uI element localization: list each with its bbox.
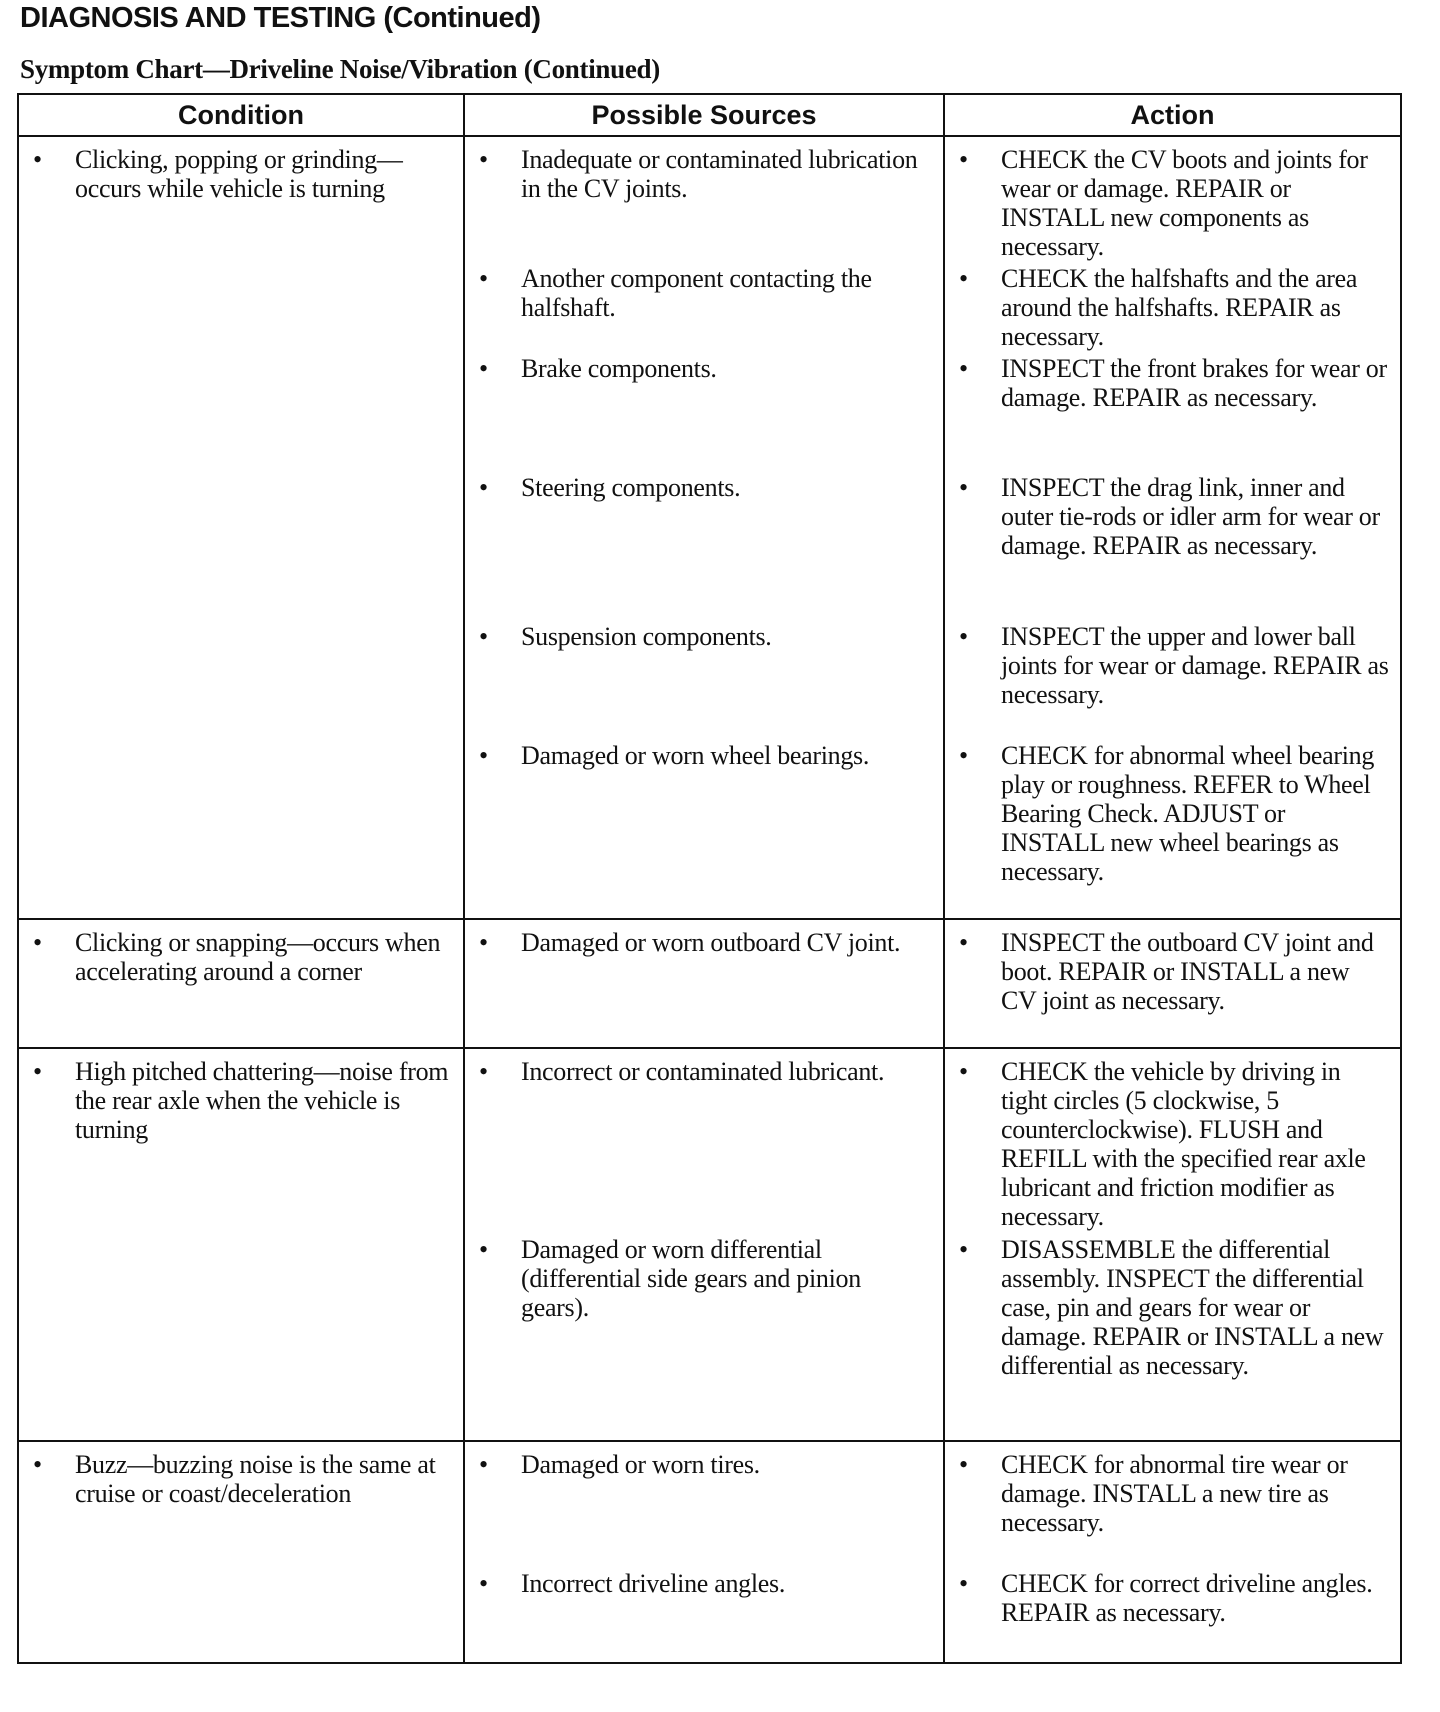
sources-cell — [464, 919, 944, 1048]
source-item — [465, 741, 943, 770]
table-row — [18, 919, 1401, 1048]
action-text: CHECK the vehicle by driving in tight circles (5 clockwise, 5 counterclockwise). FLUSH and REFILL with the specified rear axle lubricant and friction modifier as necessary. — [1001, 1057, 1366, 1231]
bullet-icon: • — [959, 264, 968, 293]
action-item — [945, 145, 1400, 261]
bullet-icon: • — [959, 145, 968, 174]
action-item — [945, 473, 1400, 560]
bullet-icon: • — [959, 1450, 968, 1479]
table-row — [18, 136, 1401, 919]
condition-item — [19, 928, 463, 986]
source-text: Damaged or worn wheel bearings. — [521, 741, 870, 770]
bullet-icon: • — [479, 145, 488, 174]
bullet-icon: • — [479, 622, 488, 651]
sources-cell — [464, 1441, 944, 1663]
page-heading: DIAGNOSIS AND TESTING (Continued) — [20, 2, 541, 34]
bullet-icon: • — [479, 1057, 488, 1086]
source-text: Inadequate or contaminated lubrication in the CV joints. — [521, 145, 918, 203]
source-item — [465, 1235, 943, 1322]
source-text: Incorrect driveline angles. — [521, 1569, 786, 1598]
table-row — [18, 1441, 1401, 1663]
condition-item — [19, 1450, 463, 1508]
bullet-icon: • — [959, 1235, 968, 1264]
sources-cell — [464, 136, 944, 919]
source-text: Suspension components. — [521, 622, 772, 651]
action-cell — [944, 136, 1401, 919]
condition-cell — [18, 919, 464, 1048]
action-item — [945, 1569, 1400, 1627]
header-possible-sources: Possible Sources — [464, 94, 944, 136]
source-item — [465, 1450, 943, 1479]
condition-text: Buzz—buzzing noise is the same at cruise or coast/deceleration — [75, 1450, 436, 1508]
header-action: Action — [944, 94, 1401, 136]
condition-item — [19, 145, 463, 203]
bullet-icon: • — [479, 1450, 488, 1479]
action-cell — [944, 919, 1401, 1048]
action-text: CHECK the halfshafts and the area around the halfshafts. REPAIR as necessary. — [1001, 264, 1358, 351]
action-item — [945, 741, 1400, 886]
bullet-icon: • — [33, 1450, 42, 1479]
bullet-icon: • — [959, 354, 968, 383]
action-text: INSPECT the outboard CV joint and boot. REPAIR or INSTALL a new CV joint as necessary. — [1001, 928, 1374, 1015]
source-text: Damaged or worn outboard CV joint. — [521, 928, 901, 957]
bullet-icon: • — [959, 622, 968, 651]
source-item — [465, 264, 943, 322]
action-item — [945, 264, 1400, 351]
action-text: DISASSEMBLE the differential assembly. INSPECT the differential case, pin and gears for wear or damage. REPAIR or INSTALL a new differential as necessary. — [1001, 1235, 1384, 1380]
bullet-icon: • — [479, 354, 488, 383]
bullet-icon: • — [959, 928, 968, 957]
condition-cell — [18, 1441, 464, 1663]
bullet-icon: • — [479, 928, 488, 957]
source-text: Damaged or worn tires. — [521, 1450, 760, 1479]
condition-item — [19, 1057, 463, 1144]
table-header-row — [18, 94, 1401, 136]
action-cell — [944, 1441, 1401, 1663]
source-item — [465, 1057, 943, 1086]
bullet-icon: • — [479, 264, 488, 293]
action-item — [945, 622, 1400, 709]
source-text: Steering components. — [521, 473, 741, 502]
action-text: INSPECT the front brakes for wear or damage. REPAIR as necessary. — [1001, 354, 1387, 412]
sources-cell — [464, 1048, 944, 1441]
bullet-icon: • — [479, 741, 488, 770]
source-text: Incorrect or contaminated lubricant. — [521, 1057, 885, 1086]
bullet-icon: • — [959, 1569, 968, 1598]
source-text: Damaged or worn differential (differential side gears and pinion gears). — [521, 1235, 861, 1322]
condition-text: High pitched chattering—noise from the rear axle when the vehicle is turning — [75, 1057, 449, 1144]
bullet-icon: • — [959, 1057, 968, 1086]
action-text: CHECK for abnormal tire wear or damage. INSTALL a new tire as necessary. — [1001, 1450, 1348, 1537]
condition-cell — [18, 136, 464, 919]
action-text: INSPECT the upper and lower ball joints for wear or damage. REPAIR as necessary. — [1001, 622, 1389, 709]
action-item — [945, 1450, 1400, 1537]
condition-text: Clicking or snapping—occurs when accelerating around a corner — [75, 928, 441, 986]
source-text: Another component contacting the halfshaft. — [521, 264, 872, 322]
condition-text: Clicking, popping or grinding—occurs while vehicle is turning — [75, 145, 403, 203]
action-item — [945, 1235, 1400, 1380]
bullet-icon: • — [33, 1057, 42, 1086]
source-item — [465, 473, 943, 502]
bullet-icon: • — [479, 1235, 488, 1264]
condition-cell — [18, 1048, 464, 1441]
action-text: CHECK the CV boots and joints for wear or damage. REPAIR or INSTALL new components as necessary. — [1001, 145, 1368, 261]
source-item — [465, 354, 943, 383]
bullet-icon: • — [959, 473, 968, 502]
bullet-icon: • — [479, 1569, 488, 1598]
table-row — [18, 1048, 1401, 1441]
action-text: INSPECT the drag link, inner and outer tie-rods or idler arm for wear or damage. REPAIR as necessary. — [1001, 473, 1380, 560]
action-item — [945, 928, 1400, 1015]
source-item — [465, 928, 943, 957]
bullet-icon: • — [33, 145, 42, 174]
action-item — [945, 354, 1400, 412]
bullet-icon: • — [959, 741, 968, 770]
action-item — [945, 1057, 1400, 1231]
source-text: Brake components. — [521, 354, 717, 383]
chart-title: Symptom Chart—Driveline Noise/Vibration (Continued) — [20, 54, 660, 84]
source-item — [465, 622, 943, 651]
bullet-icon: • — [33, 928, 42, 957]
action-cell — [944, 1048, 1401, 1441]
source-item — [465, 145, 943, 203]
symptom-chart-table — [17, 93, 1402, 1664]
bullet-icon: • — [479, 473, 488, 502]
action-text: CHECK for abnormal wheel bearing play or roughness. REFER to Wheel Bearing Check. ADJUST or INSTALL new wheel bearings as necessary. — [1001, 741, 1375, 886]
source-item — [465, 1569, 943, 1598]
action-text: CHECK for correct driveline angles. REPAIR as necessary. — [1001, 1569, 1373, 1627]
header-condition: Condition — [18, 94, 464, 136]
